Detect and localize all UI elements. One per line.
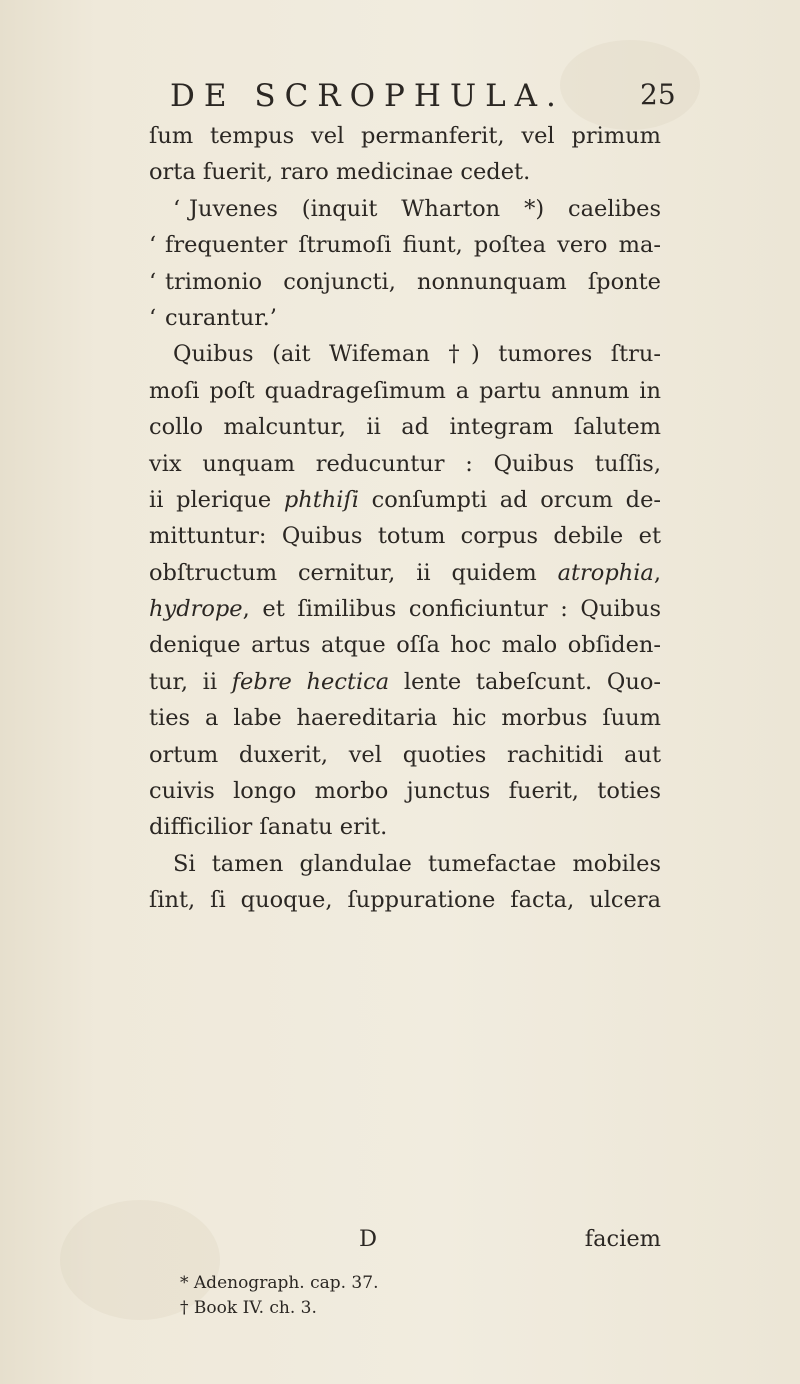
text-line: ‘ Juvenes (inquit Wharton *) caelibes xyxy=(149,191,661,227)
text-line: Quibus (ait Wifeman †) tumores ſtru- xyxy=(173,341,661,368)
text-line: moſi poſt quadrageſimum a partu annum in xyxy=(149,377,661,404)
quote-mark: ‘ xyxy=(149,232,157,259)
body-text xyxy=(149,118,661,919)
text-line: ſum tempus vel permanferit, vel primum xyxy=(149,123,661,149)
footnote: † Book IV. ch. 3. xyxy=(180,1298,317,1318)
quote-mark: ‘ xyxy=(149,268,157,295)
text-line: denique artus atque oſſa hoc malo obſiden- xyxy=(149,632,661,659)
italic-term: atrophia xyxy=(557,559,654,586)
italic-term: phthiſi xyxy=(283,486,359,513)
footnotes xyxy=(180,1271,378,1321)
header-title: DE SCROPHULA. xyxy=(170,78,565,114)
text-line: ortum duxerit, vel quoties rachitidi aut xyxy=(149,741,661,768)
text-line: ‘ curantur.’ xyxy=(149,300,661,336)
text-line: ‘ trimonio conjuncti, nonnunquam ſponte xyxy=(149,264,661,300)
text-line: collo malcuntur, ii ad integram ſalutem xyxy=(149,414,661,441)
text-line: orta fuerit, raro medicinae cedet. xyxy=(149,159,531,186)
text-line: ii plerique phthiſi conſumpti ad orcum de- xyxy=(149,486,661,513)
italic-term: hydrope xyxy=(149,596,243,623)
text-line: hydrope, et ſimilibus conficiuntur : Quibus xyxy=(149,596,661,623)
page-number: 25 xyxy=(640,78,676,111)
text-line: ſint, ſi quoque, ſuppuratione facta, ulcera xyxy=(149,887,661,914)
text-line: vix unquam reducuntur : Quibus tuſſis, xyxy=(149,450,661,477)
text-line: cuivis longo morbo junctus fuerit, toties xyxy=(149,778,661,805)
running-header xyxy=(170,78,676,114)
text-line: difficilior ſanatu erit. xyxy=(149,814,388,841)
text-line: ‘ frequenter ſtrumoſi fiunt, poſtea vero ma- xyxy=(149,227,661,263)
text-line: ties a labe haereditaria hic morbus ſuum xyxy=(149,705,661,732)
quote-mark: ‘ xyxy=(149,304,157,331)
footnote: * Adenograph. cap. 37. xyxy=(180,1273,379,1293)
text-line: tur, ii febre hectica lente tabeſcunt. Quo- xyxy=(149,668,661,695)
text-line: mittuntur: Quibus totum corpus debile et xyxy=(149,523,661,550)
catchword: faciem xyxy=(584,1226,661,1252)
signature-mark: D xyxy=(359,1226,378,1252)
italic-term: febre hectica xyxy=(231,668,390,695)
quote-mark: ‘ xyxy=(173,195,181,222)
text-line: Si tamen glandulae tumefactae mobiles xyxy=(173,850,661,877)
text-line: obſtructum cernitur, ii quidem atrophia, xyxy=(149,559,661,586)
